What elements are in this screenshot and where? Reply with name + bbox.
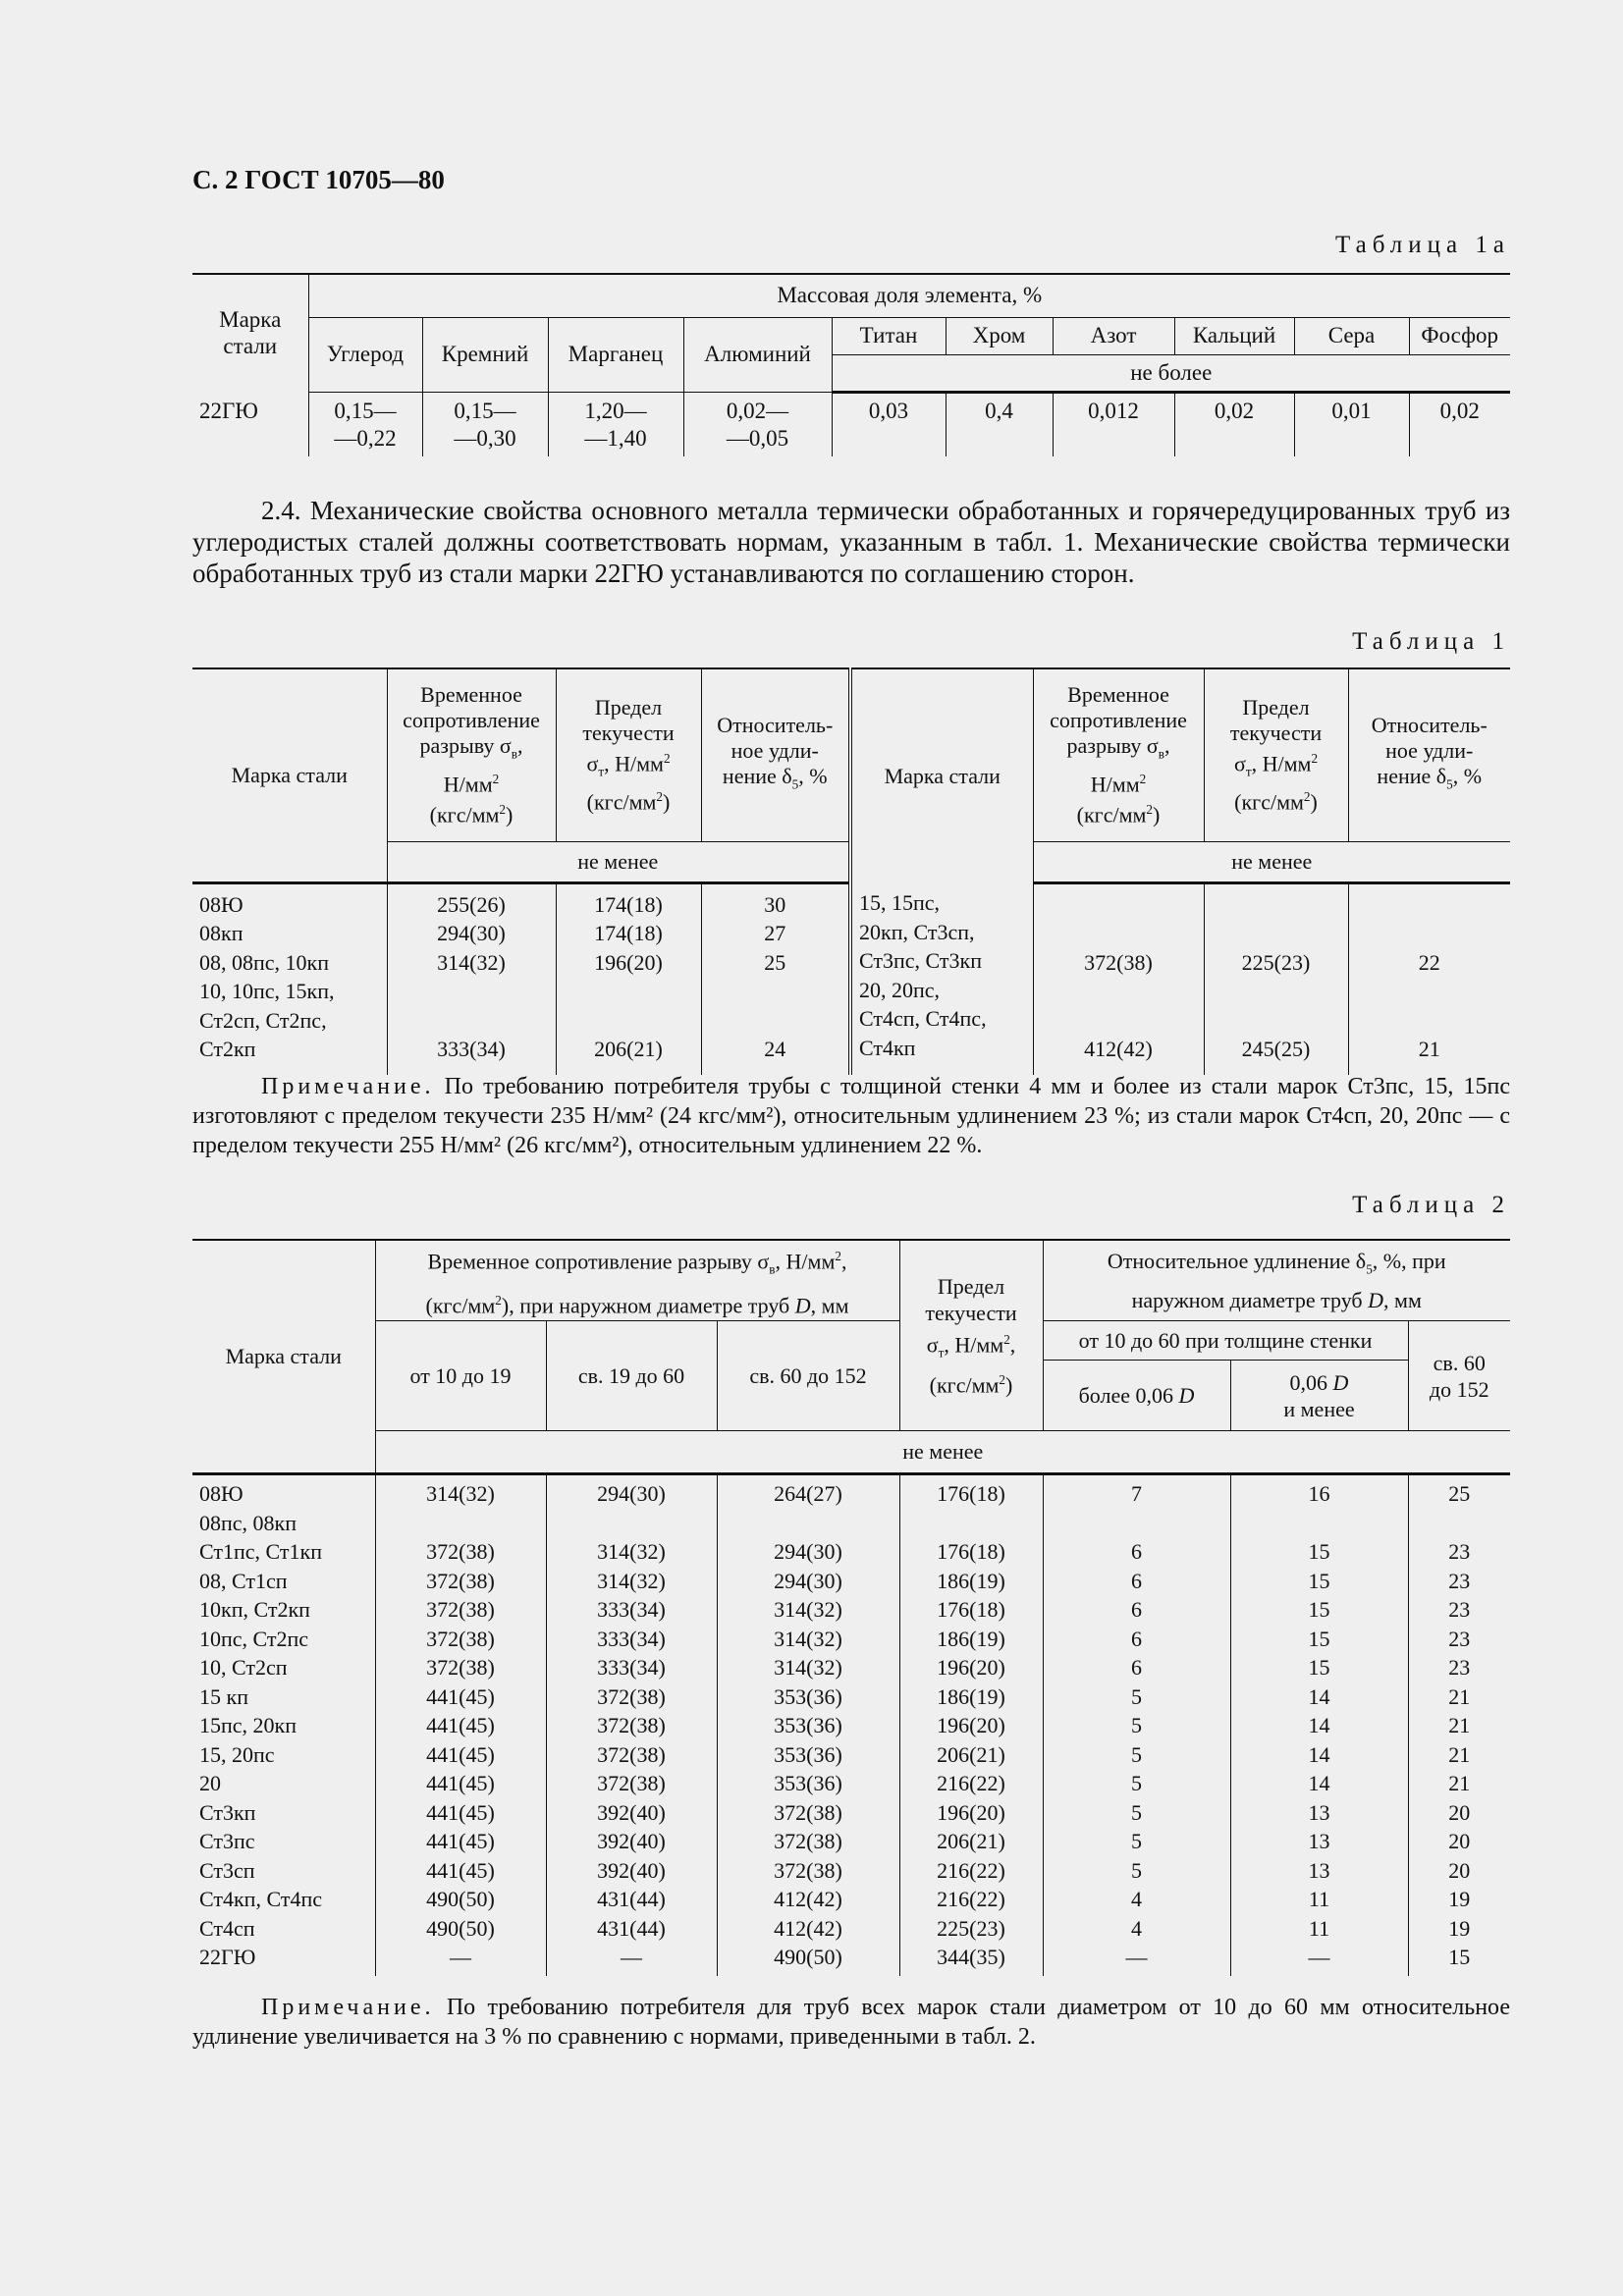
table-cell: 15, 20пс xyxy=(199,1741,275,1767)
table-cell: 6 xyxy=(1131,1539,1142,1565)
col-tensile-left: Временное сопротивление разрыву $\sigma_в$, $Н/мм^2$ $(кгс/мм^2)$ xyxy=(387,668,556,841)
e-a-column xyxy=(1043,1474,1230,1976)
table-cell: 14 xyxy=(1308,1741,1330,1767)
table-cell: 22ГЮ xyxy=(199,1945,256,1970)
table-cell: 196(20) xyxy=(937,1799,1005,1825)
col-yield-right: Предел текучести $\sigma_т$, $Н/мм^2$ $(кгс/мм^2)$ xyxy=(1204,668,1348,841)
table-cell: 11 xyxy=(1308,1915,1330,1941)
table-cell: Ст4кп, Ст4пс xyxy=(199,1887,322,1912)
table-cell: 23 xyxy=(1448,1626,1471,1651)
table-cell: 206(21) xyxy=(937,1829,1005,1854)
elong-left-values: 30 27 25 24 xyxy=(701,882,850,1075)
table-cell: 15 xyxy=(1308,1568,1330,1593)
table-cell: 19 xyxy=(1448,1915,1471,1941)
table-cell xyxy=(547,1509,717,1538)
table-cell: 5 xyxy=(1131,1741,1142,1767)
table-cell: 372(38) xyxy=(774,1799,842,1825)
table-cell: 11 xyxy=(1308,1887,1330,1912)
table-cell xyxy=(1409,1509,1511,1538)
table-cell: 294(30) xyxy=(597,1481,666,1507)
table-cell: 21 xyxy=(1448,1683,1471,1709)
not-more-label: не более xyxy=(832,354,1510,392)
table-cell: 4 xyxy=(1131,1887,1142,1912)
col-tensile-right: Временное сопротивление разрыву $\sigma_в$, $Н/мм^2$ $(кгс/мм^2)$ xyxy=(1033,668,1204,841)
col-elong-left: Относитель- ное удли- нение $\delta_5$, % xyxy=(701,668,850,841)
col-grade-header: Марка стали xyxy=(192,274,308,392)
col-chromium: Хром xyxy=(946,317,1053,354)
table-cell: 186(19) xyxy=(937,1626,1005,1651)
table-cell: 5 xyxy=(1131,1857,1142,1883)
table-cell: 20 xyxy=(199,1771,221,1796)
table-cell: 5 xyxy=(1131,1799,1142,1825)
yield-left-values: 174(18) 174(18) 196(20) 206(21) xyxy=(556,882,701,1075)
t-60-152-column xyxy=(717,1474,899,1976)
nitrogen-cell: 0,012 xyxy=(1053,398,1174,456)
table-cell: 353(36) xyxy=(774,1683,842,1709)
col-t-10-19: от 10 до 19 xyxy=(375,1321,546,1431)
table-cell: 6 xyxy=(1131,1568,1142,1593)
table-cell: 206(21) xyxy=(937,1741,1005,1767)
not-less-label: не менее xyxy=(375,1431,1510,1474)
table-cell: 13 xyxy=(1308,1799,1330,1825)
col-calcium: Кальций xyxy=(1174,317,1294,354)
table-cell: 314(32) xyxy=(597,1539,666,1565)
table-cell: 333(34) xyxy=(597,1655,666,1681)
col-t-19-60: св. 19 до 60 xyxy=(546,1321,717,1431)
page-header: С. 2 ГОСТ 10705—80 xyxy=(192,165,445,194)
yield-right-values: 225(23) 245(25) xyxy=(1204,882,1348,1075)
table-cell: 372(38) xyxy=(426,1626,495,1651)
table-cell: 5 xyxy=(1131,1713,1142,1738)
table-cell: 21 xyxy=(1448,1713,1471,1738)
mass-fraction-header: Массовая доля элемента, % xyxy=(308,274,1510,317)
manganese-cell: 1,20— —1,40 xyxy=(548,398,683,456)
table-cell: 441(45) xyxy=(426,1829,495,1854)
table-cell: 4 xyxy=(1131,1915,1142,1941)
table-cell: 441(45) xyxy=(426,1771,495,1796)
table-cell xyxy=(376,1509,546,1538)
table-cell: 176(18) xyxy=(937,1539,1005,1565)
table-cell: 314(32) xyxy=(774,1655,842,1681)
table-cell: 15 кп xyxy=(199,1683,248,1709)
table-cell: — xyxy=(621,1945,642,1970)
table-cell: 264(27) xyxy=(774,1481,842,1507)
table-cell: 344(35) xyxy=(937,1945,1005,1970)
table-cell: Ст4сп xyxy=(199,1915,255,1941)
col-yield: Предел текучести $\sigma_т$, $Н/мм^2$, $(кгс/мм^2)$ xyxy=(899,1240,1043,1431)
table-2 xyxy=(192,1239,1510,1976)
table-cell: 372(38) xyxy=(426,1655,495,1681)
table-cell: 25 xyxy=(1448,1481,1471,1507)
table-cell: 372(38) xyxy=(597,1771,666,1796)
table-cell: 6 xyxy=(1131,1597,1142,1623)
table-cell: 441(45) xyxy=(426,1857,495,1883)
table-cell: — xyxy=(1308,1945,1330,1970)
elong-sub-group: от 10 до 60 при толщине стенки xyxy=(1043,1321,1408,1361)
table-cell: 196(20) xyxy=(937,1655,1005,1681)
tensile-left-values: 255(26) 294(30) 314(32) 333(34) xyxy=(387,882,556,1075)
phosphorus-cell: 0,02 xyxy=(1439,399,1480,423)
col-phosphorus: Фосфор xyxy=(1409,317,1510,354)
table-cell: 23 xyxy=(1448,1539,1471,1565)
table-cell: 441(45) xyxy=(426,1713,495,1738)
table-cell: 372(38) xyxy=(597,1741,666,1767)
col-grade-right: Марка стали xyxy=(850,668,1033,882)
table-cell: 15 xyxy=(1308,1626,1330,1651)
table-cell: 20 xyxy=(1448,1857,1471,1883)
table-row xyxy=(192,1474,1510,1976)
table-cell: 15пс, 20кп xyxy=(199,1713,297,1738)
table-cell: 314(32) xyxy=(597,1568,666,1593)
table-cell: 431(44) xyxy=(597,1915,666,1941)
table-1a xyxy=(192,273,1510,456)
tensile-right-values: 372(38) 412(42) xyxy=(1033,882,1204,1075)
table-cell: 13 xyxy=(1308,1829,1330,1854)
table-cell: 6 xyxy=(1131,1626,1142,1651)
table-cell xyxy=(718,1509,899,1538)
note-1: Примечание. По требованию потребителя трубы с толщиной стенки 4 мм и более из стали марок Ст3пс, 15, 15пс изготовляют с пределом текучести 235 Н/мм² (24 кгс/мм²), относительным удлинением 23 %; из стали марок Ст4сп, 20, 20пс — с пределом текучести 255 Н/мм² (26 кгс/мм²), относительным удлинением 22 %. xyxy=(192,1074,1510,1158)
table-cell: 372(38) xyxy=(774,1857,842,1883)
aluminium-cell: 0,02— —0,05 xyxy=(683,398,832,456)
table-cell: 14 xyxy=(1308,1683,1330,1709)
yield-column xyxy=(899,1474,1043,1976)
table-cell xyxy=(1044,1509,1230,1538)
tensile-group-header: Временное сопротивление разрыву $\sigma_в$, $Н/мм^2$, $(кгс/мм^2)$, при наружном диаметре труб D, мм xyxy=(375,1240,899,1321)
table-1-title: Таблица 1 xyxy=(1352,628,1510,655)
table-cell: 441(45) xyxy=(426,1683,495,1709)
table-row xyxy=(192,398,1510,456)
e-b-column xyxy=(1230,1474,1408,1976)
table-cell: 196(20) xyxy=(937,1713,1005,1738)
table-cell: 314(32) xyxy=(774,1626,842,1651)
titanium-cell: 0,03 xyxy=(832,398,946,456)
calcium-cell: 0,02 xyxy=(1174,398,1294,456)
table-cell: 15 xyxy=(1308,1655,1330,1681)
table-cell: 176(18) xyxy=(937,1597,1005,1623)
table-cell: 216(22) xyxy=(937,1857,1005,1883)
table-cell: 19 xyxy=(1448,1887,1471,1912)
table-cell: 372(38) xyxy=(774,1829,842,1854)
grades-right: 15, 15пс, 20кп, Ст3сп, Ст3пс, Ст3кп 20, 20пс, Ст4сп, Ст4пс, Ст4кп xyxy=(850,882,1033,1075)
t-19-60-column xyxy=(546,1474,717,1976)
table-cell: 20 xyxy=(1448,1799,1471,1825)
table-cell: 353(36) xyxy=(774,1771,842,1796)
table-cell: 392(40) xyxy=(597,1829,666,1854)
table-cell: 21 xyxy=(1448,1771,1471,1796)
not-less-right: не менее xyxy=(1033,841,1510,882)
col-e-a: более 0,06 D xyxy=(1043,1361,1230,1431)
table-cell: 431(44) xyxy=(597,1887,666,1912)
table-cell: 490(50) xyxy=(426,1915,495,1941)
table-cell: 372(38) xyxy=(426,1568,495,1593)
e-c-column xyxy=(1408,1474,1510,1976)
table-cell: Ст1пс, Ст1кп xyxy=(199,1539,322,1565)
col-grade: Марка стали xyxy=(192,1240,375,1474)
grades-column xyxy=(192,1474,375,1976)
table-cell: Ст3кп xyxy=(199,1799,256,1825)
table-cell: 353(36) xyxy=(774,1741,842,1767)
table-cell: 186(19) xyxy=(937,1568,1005,1593)
table-cell: 15 xyxy=(1308,1597,1330,1623)
table-cell: 23 xyxy=(1448,1655,1471,1681)
table-cell: 294(30) xyxy=(774,1568,842,1593)
table-cell: Ст3пс xyxy=(199,1829,255,1854)
elong-group-header: Относительное удлинение $\delta_5$, %, при наружном диаметре труб D, мм xyxy=(1043,1240,1510,1321)
table-cell: 392(40) xyxy=(597,1857,666,1883)
table-cell: 372(38) xyxy=(426,1597,495,1623)
table-cell: 412(42) xyxy=(774,1887,842,1912)
table-cell: 314(32) xyxy=(774,1597,842,1623)
table-cell: 10, Ст2сп xyxy=(199,1655,288,1681)
col-carbon: Углерод xyxy=(308,317,422,392)
table-cell: 10кп, Ст2кп xyxy=(199,1597,310,1623)
table-cell: 5 xyxy=(1131,1771,1142,1796)
col-yield-left: Предел текучести $\sigma_т$, $Н/мм^2$ $(кгс/мм^2)$ xyxy=(556,668,701,841)
table-cell: 08Ю xyxy=(199,1481,243,1507)
elong-right-values: 22 21 xyxy=(1418,949,1440,1061)
carbon-cell: 0,15— —0,22 xyxy=(308,398,422,456)
table-cell: 216(22) xyxy=(937,1771,1005,1796)
table-cell xyxy=(1231,1509,1408,1538)
table-2-title: Таблица 2 xyxy=(1352,1192,1510,1218)
table-cell: — xyxy=(450,1945,471,1970)
table-cell: 372(38) xyxy=(426,1539,495,1565)
col-grade-left: Марка стали xyxy=(192,668,387,882)
col-silicon: Кремний xyxy=(422,317,548,392)
table-cell: 372(38) xyxy=(597,1683,666,1709)
silicon-cell: 0,15— —0,30 xyxy=(422,398,548,456)
grades-left: 08Ю 08кп 08, 08пс, 10кп 10, 10пс, 15кп, Ст2сп, Ст2пс, Ст2кп xyxy=(192,882,387,1075)
table-cell: 23 xyxy=(1448,1597,1471,1623)
col-t-60-152: св. 60 до 152 xyxy=(717,1321,899,1431)
table-cell: 353(36) xyxy=(774,1713,842,1738)
table-cell: 23 xyxy=(1448,1568,1471,1593)
table-cell: Ст3сп xyxy=(199,1857,255,1883)
table-cell: 392(40) xyxy=(597,1799,666,1825)
col-elong-right: Относитель- ное удли- нение $\delta_5$, % xyxy=(1348,668,1510,841)
col-aluminium: Алюминий xyxy=(683,317,832,392)
note-2: Примечание. По требованию потребителя для труб всех марок стали диаметром от 10 до 60 мм относительное удлинение увеличивается на 3 % по сравнению с нормами, приведенными в табл. 2. xyxy=(192,1995,1510,2050)
table-cell: 490(50) xyxy=(774,1945,842,1970)
table-cell: 16 xyxy=(1308,1481,1330,1507)
table-cell: 14 xyxy=(1308,1713,1330,1738)
table-cell: 333(34) xyxy=(597,1626,666,1651)
table-cell: — xyxy=(1125,1945,1148,1970)
table-cell xyxy=(900,1509,1043,1538)
table-cell: 412(42) xyxy=(774,1915,842,1941)
table-cell: 186(19) xyxy=(937,1683,1005,1709)
col-e-b: 0,06 D и менее xyxy=(1230,1361,1408,1431)
not-less-left: не менее xyxy=(387,841,850,882)
table-cell: 441(45) xyxy=(426,1799,495,1825)
table-cell: 441(45) xyxy=(426,1741,495,1767)
table-1a-title: Таблица 1а xyxy=(1334,232,1510,258)
col-e-c: св. 60 до 152 xyxy=(1408,1321,1510,1431)
chromium-cell: 0,4 xyxy=(946,398,1053,456)
table-cell: 20 xyxy=(1448,1829,1471,1854)
table-cell: 216(22) xyxy=(937,1887,1005,1912)
table-cell: 15 xyxy=(1308,1539,1330,1565)
table-cell: 21 xyxy=(1448,1741,1471,1767)
col-manganese: Марганец xyxy=(548,317,683,392)
table-cell: 10пс, Ст2пс xyxy=(199,1626,309,1651)
table-cell: 14 xyxy=(1308,1771,1330,1796)
table-cell: 5 xyxy=(1131,1683,1142,1709)
table-cell: 294(30) xyxy=(774,1539,842,1565)
table-cell: 490(50) xyxy=(426,1887,495,1912)
table-cell: 13 xyxy=(1308,1857,1330,1883)
paragraph-2-4: 2.4. Механические свойства основного металла термически обработанных и горячередуцированных труб из углеродистых сталей должны соответствовать нормам, указанным в табл. 1. Механические свойства термически обработанных труб из стали марки 22ГЮ устанавливаются по соглашению сторон. xyxy=(192,496,1510,588)
col-nitrogen: Азот xyxy=(1053,317,1174,354)
table-cell: 333(34) xyxy=(597,1597,666,1623)
table-cell: 314(32) xyxy=(426,1481,495,1507)
table-1 xyxy=(192,667,1510,1075)
col-titanium: Титан xyxy=(832,317,946,354)
table-cell: 7 xyxy=(1131,1481,1142,1507)
t-10-19-column xyxy=(375,1474,546,1976)
table-cell: 15 xyxy=(1448,1945,1471,1970)
table-cell: 08пс, 08кп xyxy=(199,1510,297,1535)
table-row xyxy=(192,882,1510,1075)
col-sulfur: Сера xyxy=(1294,317,1409,354)
table-cell: 176(18) xyxy=(937,1481,1005,1507)
table-cell: 225(23) xyxy=(937,1915,1005,1941)
table-cell: 5 xyxy=(1131,1829,1142,1854)
table-cell: 6 xyxy=(1131,1655,1142,1681)
sulfur-cell: 0,01 xyxy=(1294,398,1409,456)
table-cell: 08, Ст1сп xyxy=(199,1568,288,1593)
table-cell: 372(38) xyxy=(597,1713,666,1738)
grade-cell: 22ГЮ xyxy=(192,398,308,456)
